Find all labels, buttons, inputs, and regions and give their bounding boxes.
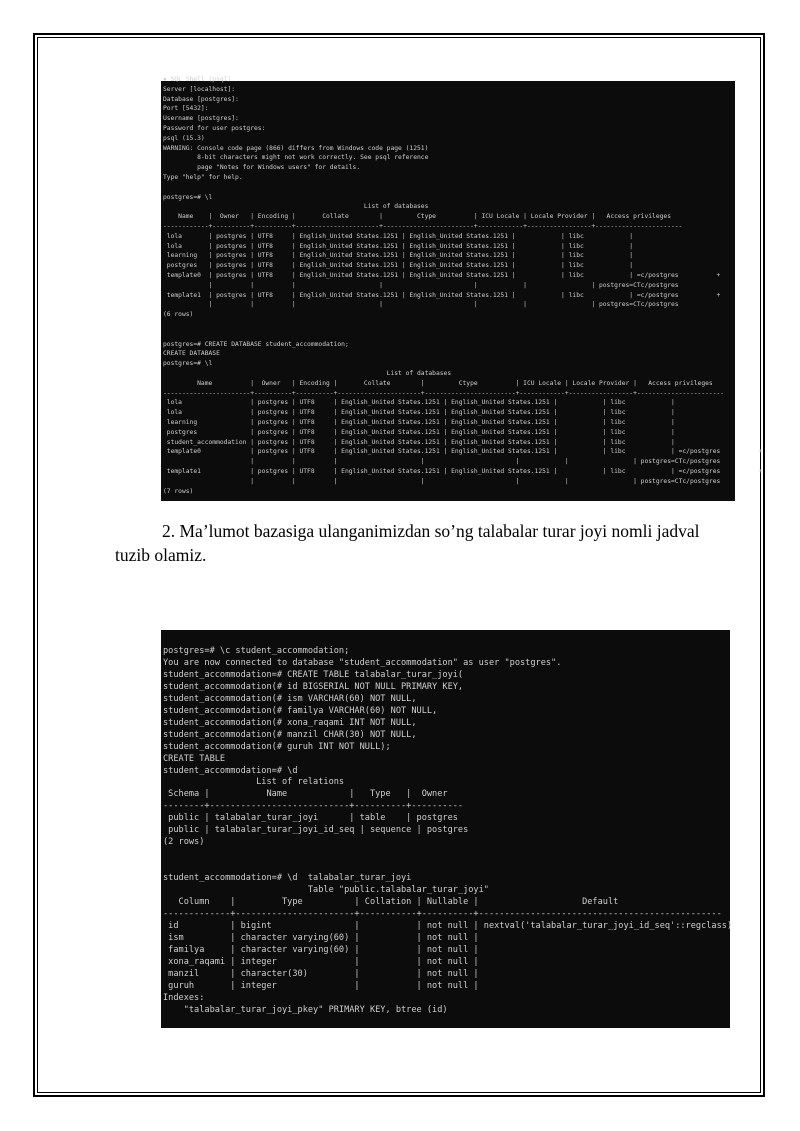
terminal-line: | | | | | | | postgres=CTc/postgres [163,301,679,309]
terminal-line: Server [localhost]: [163,85,236,93]
terminal-line: lola | postgres | UTF8 | English_United States.1251 | English_United States.1251 | | libc | [163,242,634,250]
terminal-line: | | | | | | | postgres=CTc/postgres [163,458,721,466]
terminal-line: ism | character varying(60) | | not null | [163,932,479,943]
terminal-line: student_accommodation(# id BIGSERIAL NOT NULL PRIMARY KEY, [163,681,464,692]
terminal-line: student_accommodation=# \d [163,765,298,776]
terminal-line: guruh | integer | | not null | [163,980,479,991]
terminal-line: Indexes: [163,992,205,1003]
paragraph-line-1: 2. Ma’lumot bazasiga ulanganimizdan so’ng talabalar turar joyi nomli jadval [162,521,700,541]
terminal-line: postgres | postgres | UTF8 | English_United States.1251 | English_United States.1251 | | libc | [163,262,634,270]
terminal-line: -----------------------+----------+----------+----------------------+------------------------+------------+-----------------+----------------------- [163,389,725,397]
terminal-line: Schema | Name | Type | Owner [163,789,448,800]
terminal-line: postgres=# CREATE DATABASE student_accommodation; [163,340,349,348]
terminal-line: template1 | postgres | UTF8 | English_United States.1251 | English_United States.1251 | | libc | =c/postgres + [163,468,762,475]
terminal-line: postgres=# \l [163,360,213,368]
terminal-line: Port [5432]: [163,105,209,113]
terminal-line: lola | postgres | UTF8 | English_United States.1251 | English_United States.1251 | | libc | [163,399,675,407]
terminal-line: postgres | postgres | UTF8 | English_United States.1251 | English_United States.1251 | | libc | [163,428,675,436]
terminal-line: Name | Owner | Encoding | Collate | Ctype | ICU Locale | Locale Provider | Access privileges [163,213,672,221]
terminal-line: psql (15.3) [163,134,205,142]
terminal-line: | | | | | | | postgres=CTc/postgres [163,281,679,289]
terminal-line: List of databases [163,370,452,377]
psql-screenshot-databases [161,76,762,501]
terminal-line: Name | Owner | Encoding | Collate | Ctype | ICU Locale | Locale Provider | Access privileges [163,379,713,387]
terminal-line: public | talabalar_turar_joyi | table | postgres [163,813,458,824]
terminal-line: 8-bit characters might not work correctly. See psql reference [163,154,429,162]
terminal-line: page "Notes for Windows users" for details. [163,164,361,172]
psql-screenshot-table-creation [161,630,733,1028]
terminal-line: List of databases [163,203,429,211]
terminal-line: Column | Type | Collation | Nullable | Default [163,896,619,907]
terminal-line: Username [postgres]: [163,115,239,123]
terminal-line: CREATE TABLE [163,753,226,764]
terminal-line: | | | | | | | postgres=CTc/postgres [163,477,721,485]
terminal-line: student_accommodation(# manzil CHAR(30) NOT NULL, [163,729,417,740]
terminal-line: student_accommodation(# guruh INT NOT NULL); [163,741,391,752]
terminal-line: learning | postgres | UTF8 | English_United States.1251 | English_United States.1251 | | libc | [163,252,634,260]
terminal-line: Password for user postgres: [163,125,266,132]
terminal-line: student_accommodation | postgres | UTF8 | English_United States.1251 | English_United States.1251 | | libc | [163,438,675,446]
terminal-line: --------+---------------------------+----------+---------- [163,801,464,812]
terminal-line: (6 rows) [163,311,194,319]
terminal-line: (2 rows) [163,837,205,848]
terminal-line: Table "public.talabalar_turar_joyi" [163,885,489,895]
terminal-line: template0 | postgres | UTF8 | English_United States.1251 | English_United States.1251 | | libc | =c/postgres + [163,272,721,279]
terminal-line: familya | character varying(60) | | not null | [163,944,479,955]
terminal-line: -------------+-----------------------+-----------+----------+----------------------------------------------- [163,908,722,919]
terminal-line: Database [postgres]: [163,95,239,103]
terminal-line: Type "help" for help. [163,174,243,181]
terminal-line: ▪ SQL Shell (psql) [163,76,232,83]
terminal-line: postgres=# \l [163,193,213,201]
terminal-line: student_accommodation(# xona_raqami INT NOT NULL, [163,717,417,728]
terminal-line: id | bigint | | not null | nextval('talabalar_turar_joyi_id_seq'::regclass) [163,920,733,931]
terminal-line: CREATE DATABASE [163,350,220,358]
terminal-line: postgres=# \c student_accommodation; [163,646,350,656]
terminal-line: xona_raqami | integer | | not null | [163,956,479,967]
terminal-line: template0 | postgres | UTF8 | English_United States.1251 | English_United States.1251 | | libc | =c/postgres + [163,448,762,456]
terminal-line: ------------+----------+----------+----------------------+------------------------+------------+-----------------+----------------------- [163,223,683,230]
terminal-line: You are now connected to database "student_accommodation" as user "postgres". [163,657,562,668]
terminal-line: lola | postgres | UTF8 | English_United States.1251 | English_United States.1251 | | libc | [163,232,634,240]
paragraph-line-2: tuzib olamiz. [115,545,207,565]
terminal-line: student_accommodation(# familya VARCHAR(60) NOT NULL, [163,705,438,716]
terminal-line: student_accommodation(# ism VARCHAR(60) NOT NULL, [163,693,417,704]
terminal-line: template1 | postgres | UTF8 | English_United States.1251 | English_United States.1251 | | libc | =c/postgres + [163,291,721,299]
terminal-line: manzil | character(30) | | not null | [163,968,479,979]
terminal-line: (7 rows) [163,487,194,495]
terminal-line: student_accommodation=# \d talabalar_turar_joyi [163,873,412,884]
terminal-line: "talabalar_turar_joyi_pkey" PRIMARY KEY, btree (id) [163,1004,448,1015]
terminal-line: lola | postgres | UTF8 | English_United States.1251 | English_United States.1251 | | libc | [163,409,675,417]
terminal-line: WARNING: Console code page (866) differs from Windows code page (1251) [163,144,429,152]
terminal-line: List of relations [163,777,345,788]
terminal-line: student_accommodation=# CREATE TABLE talabalar_turar_joyi( [163,669,464,680]
terminal-line: public | talabalar_turar_joyi_id_seq | sequence | postgres [163,825,469,836]
terminal-line: learning | postgres | UTF8 | English_United States.1251 | English_United States.1251 | | libc | [163,419,675,426]
